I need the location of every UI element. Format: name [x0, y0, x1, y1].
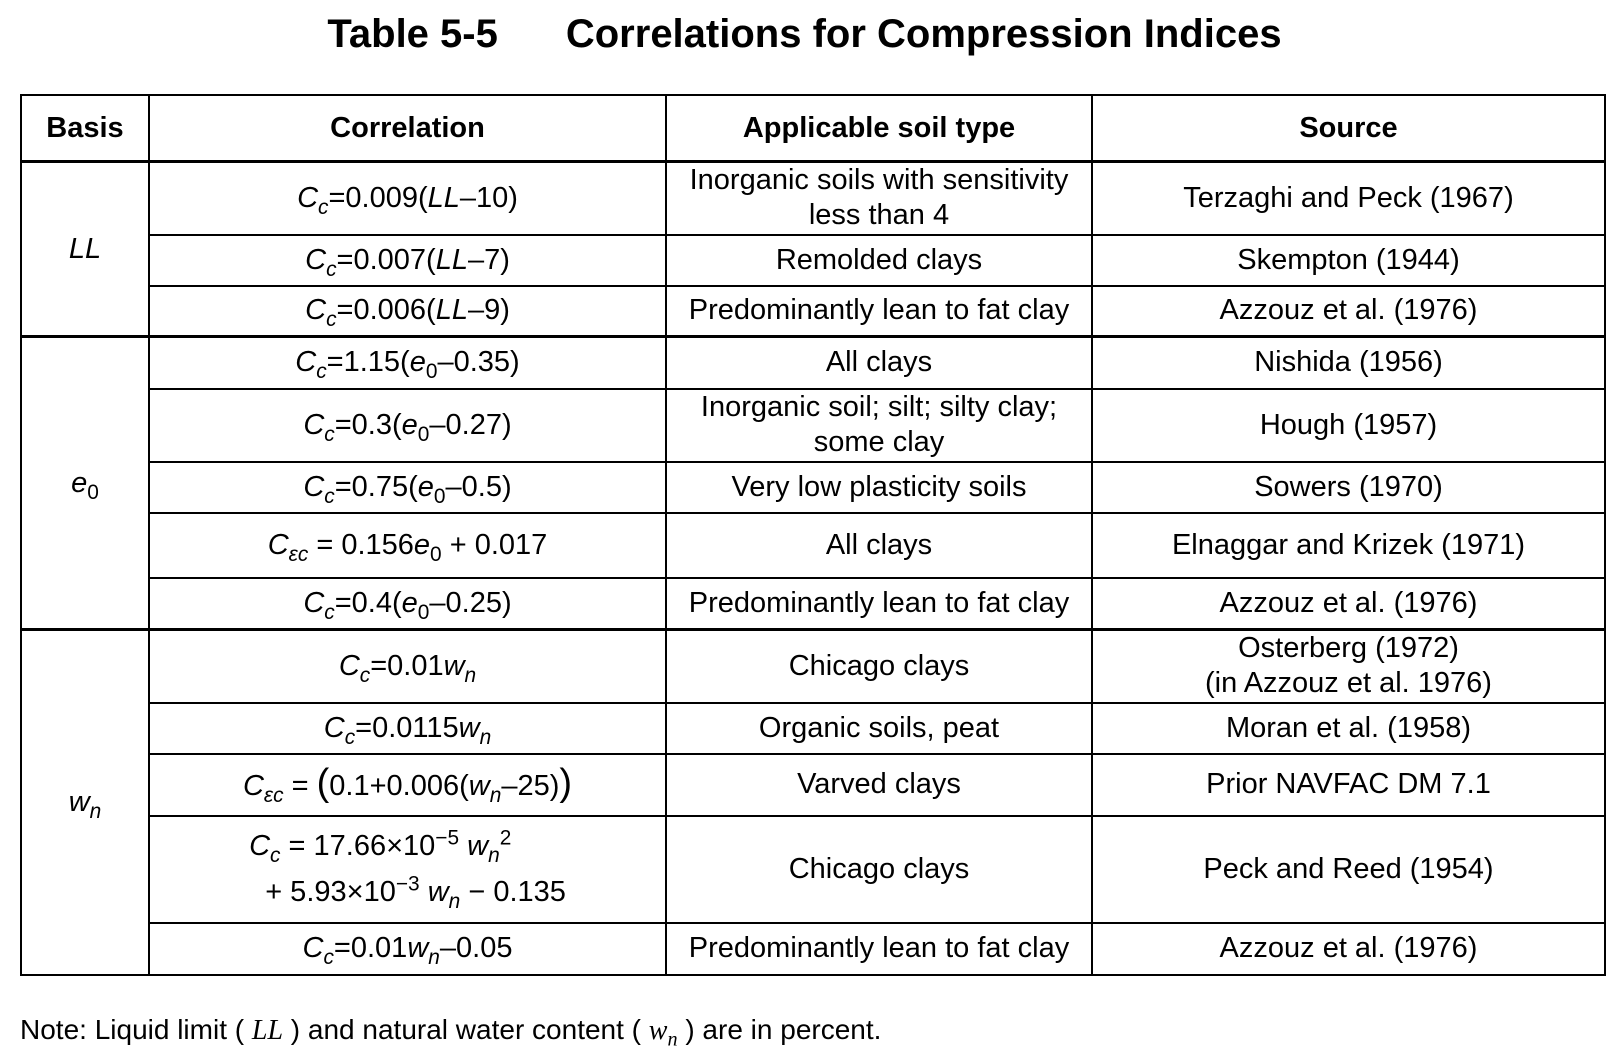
- soil-type-cell: All clays: [666, 337, 1092, 389]
- soil-type-cell: All clays: [666, 513, 1092, 578]
- correlation-cell: $C_c=1.15(e_0-0.35)$: [149, 337, 666, 389]
- table-row: [21, 235, 1605, 286]
- correlation-cell: $C_c=0.01w_n-0.05$: [149, 923, 666, 975]
- source-cell: Peck and Reed (1954): [1092, 816, 1605, 923]
- source-cell: Prior NAVFAC DM 7.1: [1092, 754, 1605, 816]
- note-wn-symbol: $w_n$: [648, 1015, 678, 1051]
- note-prefix: Note: Liquid limit (: [20, 1014, 252, 1045]
- correlation-cell: $C_c=0.01w_n$: [149, 630, 666, 703]
- basis-ll: LL: [68, 232, 102, 265]
- table-row: [21, 578, 1605, 630]
- correlation-cell: $C_c=0.006(LL-9)$: [149, 286, 666, 337]
- correlations-table: [20, 94, 1606, 976]
- soil-type-cell: Chicago clays: [666, 816, 1092, 923]
- source-cell: Azzouz et al. (1976): [1092, 923, 1605, 975]
- source-cell: Azzouz et al. (1976): [1092, 286, 1605, 337]
- correlation-cell: $C_c=0.007(LL-7)$: [149, 235, 666, 286]
- correlation-cell: $C_c=0.0115w_n$: [149, 703, 666, 754]
- soil-type-cell: Very low plasticity soils: [666, 462, 1092, 513]
- soil-type-cell: Varved clays: [666, 754, 1092, 816]
- table-number: Table 5-5: [327, 12, 498, 56]
- column-header-correlation: Correlation: [149, 95, 666, 162]
- source-cell: Skempton (1944): [1092, 235, 1605, 286]
- correlation-cell: $C_c=0.75(e_0-0.5)$: [149, 462, 666, 513]
- table-note: [20, 1014, 882, 1051]
- table-row: [21, 630, 1605, 703]
- correlation-cell: $C_c=0.3(e_0-0.27)$: [149, 389, 666, 462]
- table-row: [21, 462, 1605, 513]
- correlation-cell: $C_c=0.009(LL-10)$: [149, 162, 666, 235]
- correlation-cell: $C_{\varepsilon c} = (0.1+0.006(w_n-25))$: [149, 754, 666, 816]
- correlation-cell: $C_c=0.4(e_0-0.25)$: [149, 578, 666, 630]
- table-title: [0, 12, 1609, 57]
- table-caption: Correlations for Compression Indices: [565, 12, 1282, 56]
- source-cell: Moran et al. (1958): [1092, 703, 1605, 754]
- soil-type-cell: Organic soils, peat: [666, 703, 1092, 754]
- soil-type-cell: Chicago clays: [666, 630, 1092, 703]
- source-line-1: Osterberg (1972): [1238, 632, 1459, 665]
- table-row: [21, 923, 1605, 975]
- source-cell: Hough (1957): [1092, 389, 1605, 462]
- basis-cell-ll: [21, 162, 149, 337]
- note-middle: ) and natural water content (: [283, 1014, 649, 1045]
- source-line-2: (in Azzouz et al. 1976): [1205, 667, 1492, 700]
- soil-type-cell: Remolded clays: [666, 235, 1092, 286]
- column-header-soil-type: Applicable soil type: [666, 95, 1092, 162]
- table-row: [21, 816, 1605, 923]
- soil-type-cell: Inorganic soils with sensitivity less than 4: [666, 162, 1092, 235]
- column-header-basis: Basis: [21, 95, 149, 162]
- note-ll-symbol: LL: [251, 1015, 284, 1046]
- formula-two-line: $C_c = 17.66\times 10^{-5}$ $w_n^2$ + $5.93\times 10^{-3}$ $w_n - 0.135$: [249, 826, 566, 913]
- source-cell: Nishida (1956): [1092, 337, 1605, 389]
- basis-cell-wn: $w_n$: [21, 630, 149, 975]
- soil-type-cell: Predominantly lean to fat clay: [666, 578, 1092, 630]
- basis-cell-e0: $e_0$: [21, 337, 149, 630]
- column-header-source: Source: [1092, 95, 1605, 162]
- source-cell: Elnaggar and Krizek (1971): [1092, 513, 1605, 578]
- source-cell: Sowers (1970): [1092, 462, 1605, 513]
- table-row: [21, 286, 1605, 337]
- table-row: [21, 513, 1605, 578]
- source-cell: Terzaghi and Peck (1967): [1092, 162, 1605, 235]
- note-suffix: ) are in percent.: [677, 1014, 882, 1045]
- table-row: [21, 754, 1605, 816]
- table-row: [21, 337, 1605, 389]
- soil-type-cell: Inorganic soil; silt; silty clay; some clay: [666, 389, 1092, 462]
- correlation-cell: [149, 816, 666, 923]
- table-row: [21, 389, 1605, 462]
- table-row: [21, 703, 1605, 754]
- source-cell: [1092, 630, 1605, 703]
- soil-type-cell: Predominantly lean to fat clay: [666, 923, 1092, 975]
- source-cell: Azzouz et al. (1976): [1092, 578, 1605, 630]
- table-row: [21, 162, 1605, 235]
- header-row: [21, 95, 1605, 162]
- soil-type-cell: Predominantly lean to fat clay: [666, 286, 1092, 337]
- correlation-cell: $C_{\varepsilon c} = 0.156e_0 + 0.017$: [149, 513, 666, 578]
